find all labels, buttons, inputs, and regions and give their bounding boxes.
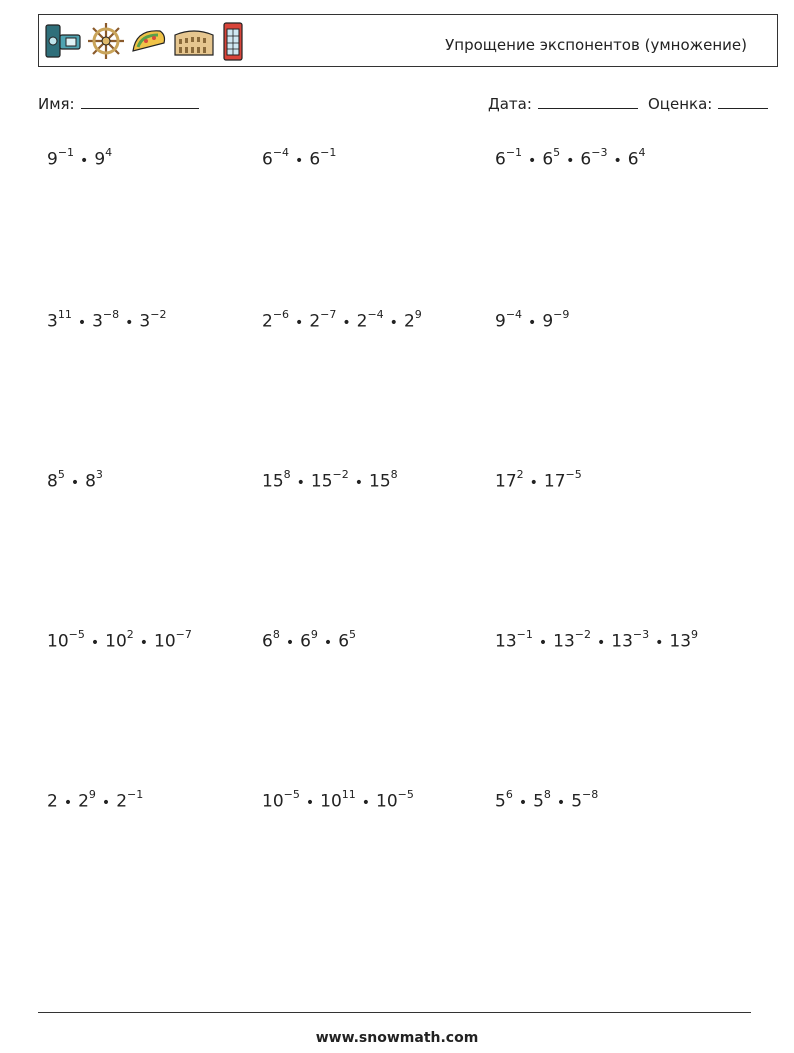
problem-2 [262,148,336,170]
base: 6 [309,149,321,170]
grade-field [648,94,768,113]
exponent: −9 [553,308,570,321]
name-label: Имя: [38,95,75,113]
base: 2 [403,311,415,332]
base: 9 [542,311,554,332]
base: 17 [495,471,517,492]
exponent: 8 [390,468,398,481]
exponent: −1 [127,788,144,801]
exponent: −5 [283,788,300,801]
problem-15 [495,790,598,812]
worksheet-header [38,14,778,67]
grade-line[interactable] [718,94,768,109]
multiply-operator: • [342,314,351,331]
base: 10 [376,791,398,812]
multiply-operator: • [529,474,538,491]
base: 2 [262,311,273,332]
base: 6 [300,631,311,652]
base: 10 [320,791,342,812]
footer-url: www.snowmath.com [315,1030,479,1046]
problem-6 [495,310,569,332]
date-field [488,94,638,113]
multiply-operator: • [101,794,111,811]
multiply-operator: • [70,474,80,491]
exponent: −4 [367,308,384,321]
base: 10 [262,791,284,812]
base: 9 [47,149,58,170]
exponent: 8 [543,788,551,801]
base: 3 [47,311,58,332]
header-icons [44,20,246,62]
multiply-operator: • [566,152,575,169]
multiply-operator: • [296,474,305,491]
footer-divider [38,1012,751,1013]
exponent: 4 [638,146,646,159]
exponent: −1 [516,628,533,641]
base: 13 [611,631,633,652]
exponent: 9 [691,628,699,641]
problem-10 [47,630,192,652]
exponent: 6 [505,788,513,801]
multiply-operator: • [361,794,371,811]
problem-4 [47,310,166,332]
exponent: −1 [57,146,75,159]
exponent: 11 [341,788,356,801]
multiply-operator: • [518,794,528,811]
exponent: 2 [126,628,134,641]
problem-1 [47,148,112,170]
base: 5 [571,791,583,812]
problem-11 [262,630,356,652]
multiply-operator: • [556,794,566,811]
exponent: 3 [95,468,103,481]
base: 3 [139,311,151,332]
multiply-operator: • [596,634,606,651]
base: 2 [116,791,128,812]
multiply-operator: • [528,152,537,169]
multiply-operator: • [295,152,304,169]
exponent: 2 [516,468,524,481]
multiply-operator: • [77,314,87,331]
multiply-operator: • [295,314,304,331]
multiply-operator: • [323,634,333,651]
base: 2 [356,311,368,332]
base: 6 [262,631,273,652]
base: 6 [338,631,350,652]
base: 8 [47,471,58,492]
ship-wheel-icon [86,21,126,61]
problem-3 [495,148,646,170]
taco-icon [130,21,168,61]
base: 6 [542,149,554,170]
multiply-operator: • [63,794,73,811]
exponent: −5 [565,468,582,481]
multiply-operator: • [139,634,149,651]
problem-5 [262,310,422,332]
exponent: 5 [553,146,561,159]
problem-12 [495,630,698,652]
problem-7 [47,470,103,492]
exponent: −1 [320,146,337,159]
base: 9 [94,149,106,170]
base: 9 [495,311,506,332]
exponent: −2 [332,468,349,481]
exponent: −5 [68,628,85,641]
exponent: 8 [283,468,291,481]
problem-9 [495,470,582,492]
exponent: −2 [574,628,591,641]
multiply-operator: • [354,474,364,491]
exponent: 5 [57,468,65,481]
name-field [38,94,199,113]
base: 13 [553,631,575,652]
exponent: −6 [272,308,290,321]
multiply-operator: • [90,634,100,651]
multiply-operator: • [80,152,89,169]
multiply-operator: • [305,794,315,811]
multiply-operator: • [125,314,134,331]
multiply-operator: • [389,314,398,331]
grade-label: Оценка: [648,95,713,113]
base: 10 [105,631,127,652]
problem-14 [262,790,414,812]
exponent: −4 [272,146,290,159]
date-line[interactable] [538,94,638,109]
base: 10 [154,631,176,652]
exponent: −1 [505,146,523,159]
exponent: −8 [582,788,599,801]
base: 2 [309,311,321,332]
base: 5 [533,791,544,812]
base: 6 [495,149,506,170]
exponent: −4 [505,308,523,321]
base: 10 [47,631,69,652]
base: 2 [47,791,58,812]
exponent: 11 [57,308,72,321]
multiply-operator: • [538,634,548,651]
worksheet-title: Упрощение экспонентов (умножение) [445,36,747,54]
base: 15 [310,471,333,492]
base: 15 [262,471,284,492]
problem-8 [262,470,398,492]
base: 2 [78,791,89,812]
multiply-operator: • [655,634,664,651]
base: 6 [262,149,273,170]
base: 8 [85,471,96,492]
base: 13 [495,631,517,652]
exponent: −7 [320,308,337,321]
base: 5 [495,791,506,812]
exponent: −5 [397,788,414,801]
exponent: −3 [591,146,608,159]
base: 6 [627,149,639,170]
camcorder-icon [44,21,82,61]
problem-13 [47,790,143,812]
multiply-operator: • [613,152,622,169]
multiply-operator: • [528,314,537,331]
exponent: 9 [414,308,422,321]
base: 13 [669,631,692,652]
colosseum-icon [172,21,216,61]
exponent: 4 [105,146,113,159]
date-label: Дата: [488,95,532,113]
exponent: 8 [272,628,280,641]
base: 3 [92,311,103,332]
base: 6 [580,149,592,170]
exponent: 9 [88,788,96,801]
exponent: −7 [175,628,192,641]
exponent: 5 [349,628,357,641]
exponent: −2 [150,308,167,321]
base: 17 [543,471,566,492]
exponent: 9 [310,628,318,641]
exponent: −3 [632,628,650,641]
base: 15 [369,471,391,492]
exponent: −8 [102,308,120,321]
multiply-operator: • [285,634,295,651]
phone-booth-icon [220,20,246,62]
name-line[interactable] [81,94,199,109]
